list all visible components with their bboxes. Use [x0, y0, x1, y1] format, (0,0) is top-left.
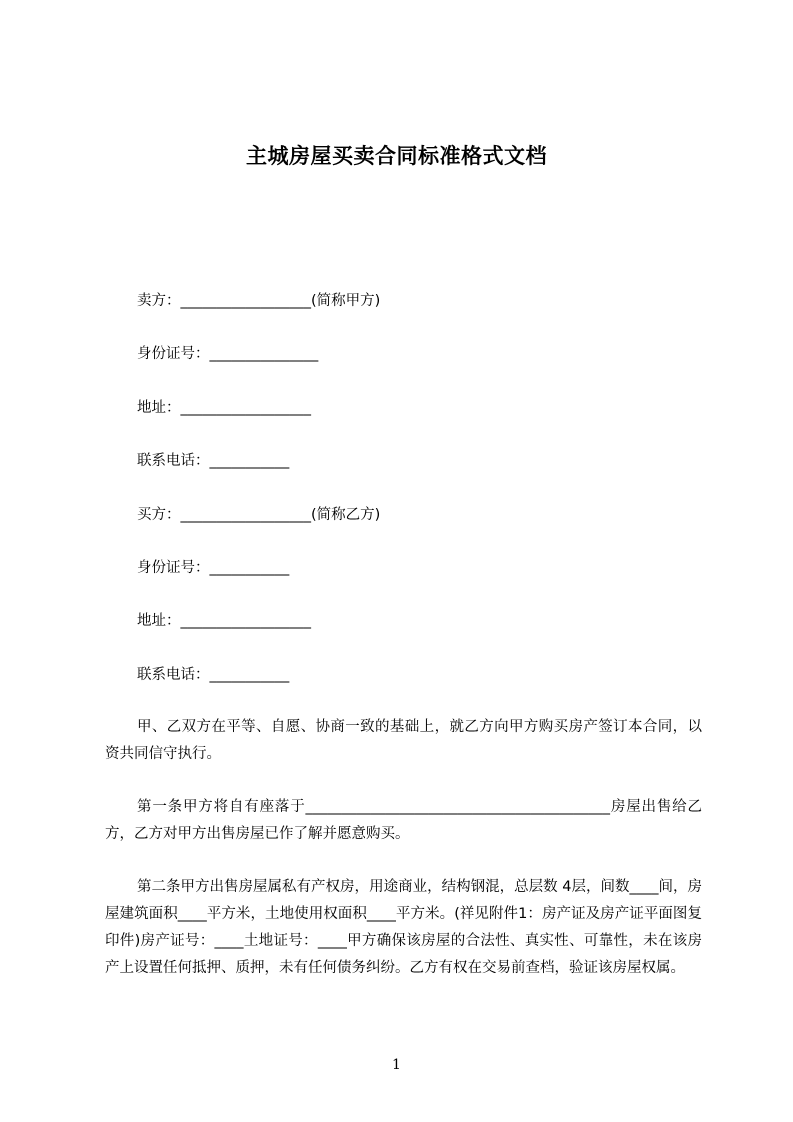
- document-title: 主城房屋买卖合同标准格式文档: [246, 144, 547, 168]
- article-2-paragraph: [105, 874, 702, 982]
- seller-id-field: 身份证号：_______________: [137, 346, 319, 362]
- buyer-id-field: 身份证号：___________: [137, 560, 290, 576]
- article-1-paragraph: [105, 794, 702, 848]
- page-number: 1: [392, 1057, 401, 1073]
- seller-name-field: 卖方：__________________(简称甲方): [137, 293, 381, 309]
- buyer-phone-field: 联系电话：___________: [137, 667, 290, 683]
- buyer-address-field: 地址：__________________: [137, 613, 311, 629]
- article-2-text: 第二条甲方出售房屋属私有产权房，用途商业，结构钢混，总层数 4层，间数____间，房屋建筑面积____平方米，土地使用权面积____平方米。(祥见附件1：房产证及房产证平面图复印件)房产证号：____土地证号：____甲方确保该房屋的合法性、真实性、可靠性，未在该房产上设置任何抵押、质押，未有任何债务纠纷。乙方有权在交易前查档，验证该房屋权属。: [105, 879, 702, 976]
- preamble-text: 甲、乙双方在平等、自愿、协商一致的基础上，就乙方向甲方购买房产签订本合同，以资共同信守执行。: [105, 719, 702, 762]
- preamble-paragraph: [105, 714, 702, 768]
- buyer-name-field: 买方：__________________(简称乙方): [137, 507, 381, 523]
- seller-phone-field: 联系电话：___________: [137, 453, 290, 469]
- seller-address-field: 地址：__________________: [137, 400, 311, 416]
- article-1-text: 第一条甲方将自有座落于__________________________________________房屋出售给乙方，乙方对甲方出售房屋已作了解并愿意购买。: [105, 799, 702, 842]
